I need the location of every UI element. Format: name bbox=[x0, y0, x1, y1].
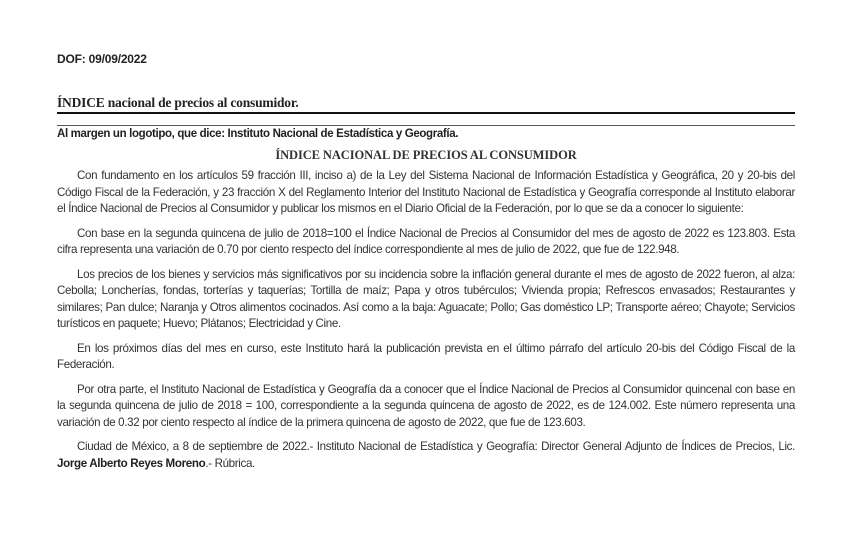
document-body bbox=[57, 168, 795, 480]
margin-note: Al margen un logotipo, que dice: Instituto Nacional de Estadística y Geografía. bbox=[57, 128, 459, 140]
paragraph: Con base en la segunda quincena de julio de 2018=100 el Índice Nacional de Precios al Consumidor del mes de agosto de 2022 es 123.803. Esta cifra representa una variación de 0.70 por ciento respecto del índice correspondiente al mes de julio de 2022, que fue de 122.948. bbox=[57, 226, 795, 256]
document-title: ÍNDICE nacional de precios al consumidor. bbox=[57, 95, 299, 110]
paragraph: En los próximos días del mes en curso, este Instituto hará la publicación prevista en el último párrafo del artículo 20-bis del Código Fiscal de la Federación. bbox=[57, 341, 795, 371]
section-divider bbox=[57, 125, 795, 126]
paragraph: Por otra parte, el Instituto Nacional de Estadística y Geografía da a conocer que el Índice Nacional de Precios al Consumidor quincenal con base en la segunda quincena de julio de 2018 = 100, correspondiente a la segunda quincena de agosto de 2022, es de 124.002. Este número representa una variación de 0.32 por ciento respecto al índice de la primera quincena de agosto de 2022, que fue de 123.603. bbox=[57, 382, 795, 429]
signature-paragraph bbox=[57, 439, 795, 472]
title-divider bbox=[57, 112, 795, 114]
paragraph: Con fundamento en los artículos 59 fracción III, inciso a) de la Ley del Sistema Nacional de Información Estadística y Geográfica, 20 y 20-bis del Código Fiscal de la Federación, y 23 fracción X del Reglamento Interior del Instituto Nacional de Estadística y Geografía corresponde al Instituto elaborar el Índice Nacional de Precios al Consumidor y publicar los mismos en el Diario Oficial de la Federación, por lo que se da a conocer lo siguiente: bbox=[57, 169, 795, 215]
signature-suffix: .- Rúbrica. bbox=[205, 456, 255, 470]
paragraph: Los precios de los bienes y servicios más significativos por su incidencia sobre la inflación general durante el mes de agosto de 2022 fueron, al alza: Cebolla; Loncherías, fondas, torterías y taquerías; Tortilla de maíz; Papa y otros tubérculos; Vivienda propia; Refrescos envasados; Restaurantes y similares; Pan dulce; Naranja y Otros alimentos cocinados. Así como a la baja: Aguacate; Pollo; Gas doméstico LP; Transporte aéreo; Chayote; Servicios turísticos en paquete; Huevo; Plátanos; Electricidad y Cine. bbox=[57, 267, 795, 330]
signature-prefix: Ciudad de México, a 8 de septiembre de 2022.- Instituto Nacional de Estadística y Geografía: Director General Adjunto de Índices de Precios, Lic. bbox=[77, 440, 795, 453]
signatory-name: Jorge Alberto Reyes Moreno bbox=[57, 456, 206, 470]
section-heading: ÍNDICE NACIONAL DE PRECIOS AL CONSUMIDOR bbox=[275, 148, 577, 162]
dof-date: DOF: 09/09/2022 bbox=[57, 52, 147, 66]
